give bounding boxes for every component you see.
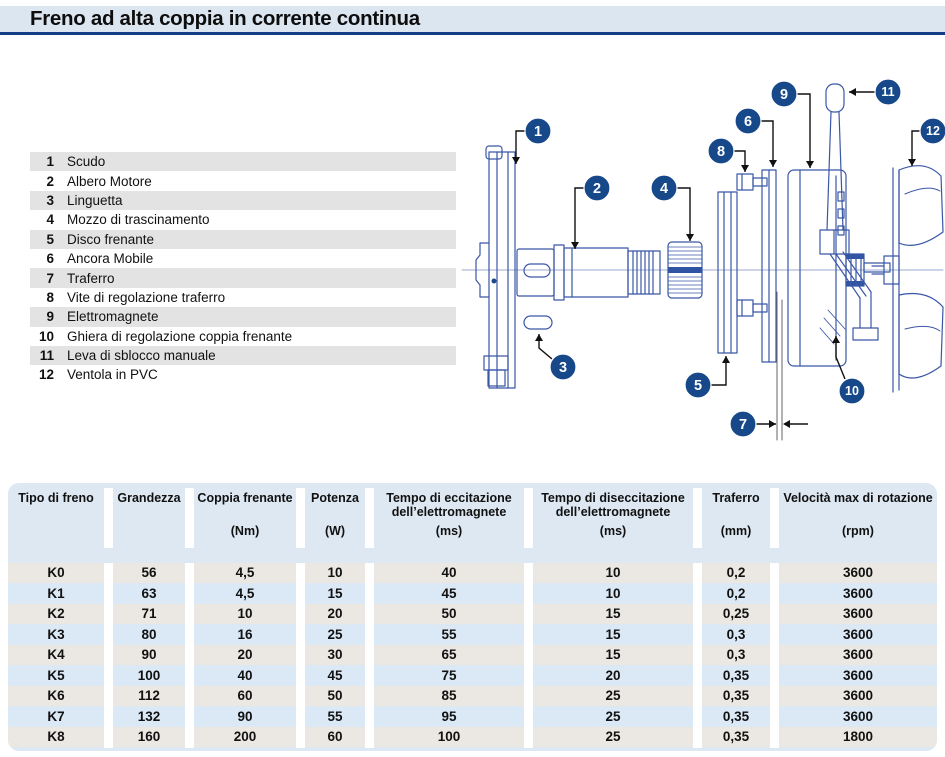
value-cell: 0,35 xyxy=(722,667,750,683)
value-cell: 0,2 xyxy=(726,565,746,581)
value-cell: 20 xyxy=(237,647,253,663)
value-cell: 100 xyxy=(137,667,161,683)
callout-2 xyxy=(571,175,610,249)
parts-list-row xyxy=(30,152,456,171)
part-label: Traferro xyxy=(67,270,115,286)
table-header-col-8: Velocità max di rotazione (rpm) xyxy=(779,483,937,563)
part-label: Leva di sblocco manuale xyxy=(67,348,216,364)
value-cell: 0,3 xyxy=(726,647,746,663)
callout-3 xyxy=(535,334,576,380)
part-label: Linguetta xyxy=(67,192,123,208)
part-label: Elettromagnete xyxy=(67,309,159,325)
leader-arrowhead xyxy=(769,420,776,428)
callout-number: 9 xyxy=(779,86,789,103)
body-column-separator xyxy=(104,563,113,748)
value-cell: 100 xyxy=(437,729,461,745)
part-number: 5 xyxy=(46,231,54,247)
body-column-separator xyxy=(185,563,194,748)
value-cell: 90 xyxy=(141,647,157,663)
value-cell: 0,3 xyxy=(726,626,746,642)
value-cell: 0,2 xyxy=(726,585,746,601)
table-row-K4 xyxy=(8,645,937,665)
body-column-separator xyxy=(365,563,374,748)
header-column-separator xyxy=(770,488,779,548)
part-label: Disco frenante xyxy=(67,231,155,247)
header-column-separator xyxy=(524,488,533,548)
leader-arrowhead xyxy=(722,356,730,363)
value-cell: 63 xyxy=(141,585,157,601)
value-cell: 65 xyxy=(441,647,457,663)
value-cell: 50 xyxy=(327,688,343,704)
table-row-K5 xyxy=(8,666,937,686)
leader-arrowhead xyxy=(908,159,916,166)
table-header-col-5: Tempo di eccitazione dell’elettromagnete (ms) xyxy=(374,483,524,563)
value-cell: 55 xyxy=(441,626,457,642)
part-number: 6 xyxy=(46,251,54,267)
value-cell: 0,25 xyxy=(722,606,750,622)
value-cell: 40 xyxy=(441,565,457,581)
value-cell: 45 xyxy=(327,667,343,683)
part-label: Ancora Mobile xyxy=(67,251,154,267)
part-label: Ghiera di regolazione coppia frenante xyxy=(67,328,293,344)
air-gap-dimension xyxy=(783,420,808,428)
part-number: 3 xyxy=(46,192,54,208)
part-number: 8 xyxy=(46,289,54,305)
value-cell: 3600 xyxy=(842,585,874,601)
value-cell: 3600 xyxy=(842,708,874,724)
callout-number: 12 xyxy=(926,124,940,139)
brake-type-cell: K1 xyxy=(47,585,65,601)
part-number: 12 xyxy=(38,367,54,383)
callout-5 xyxy=(685,356,730,398)
value-cell: 0,35 xyxy=(722,708,750,724)
value-cell: 40 xyxy=(237,667,253,683)
part-label: Vite di regolazione traferro xyxy=(67,289,226,305)
brake-type-cell: K5 xyxy=(47,667,65,683)
leader-arrowhead xyxy=(832,336,840,343)
value-cell: 10 xyxy=(605,565,621,581)
value-cell: 30 xyxy=(327,647,343,663)
callout-7 xyxy=(730,411,776,437)
callout-6 xyxy=(735,108,777,167)
table-row-K2 xyxy=(8,604,937,624)
table-header-col-1: Tipo di freno xyxy=(18,491,94,505)
callout-number: 2 xyxy=(592,180,602,197)
leader-arrowhead xyxy=(849,88,856,96)
value-cell: 60 xyxy=(237,688,253,704)
callout-number: 5 xyxy=(693,377,703,394)
table-header-row xyxy=(8,483,937,563)
leader-line xyxy=(797,94,810,168)
part-label: Mozzo di trascinamento xyxy=(67,212,210,228)
callout-12 xyxy=(908,118,945,166)
body-column-separator xyxy=(693,563,702,748)
brake-type-cell: K7 xyxy=(47,708,65,724)
value-cell: 10 xyxy=(605,585,621,601)
brake-type-cell: K3 xyxy=(47,626,65,642)
value-cell: 0,35 xyxy=(722,729,750,745)
leader-arrowhead xyxy=(741,165,749,172)
part-label: Albero Motore xyxy=(67,173,152,189)
callout-1 xyxy=(512,118,551,164)
parts-list-row xyxy=(30,327,456,346)
brake-diagram xyxy=(460,60,945,470)
part-number: 1 xyxy=(46,154,54,170)
leader-arrowhead xyxy=(512,157,520,164)
body-column-separator xyxy=(770,563,779,748)
value-cell: 25 xyxy=(327,626,343,642)
value-cell: 25 xyxy=(605,729,621,745)
header-column-separator xyxy=(693,488,702,548)
part-number: 2 xyxy=(46,173,54,189)
value-cell: 0,35 xyxy=(722,688,750,704)
parts-list-row xyxy=(30,346,456,365)
value-cell: 3600 xyxy=(842,647,874,663)
callout-8 xyxy=(708,138,749,172)
table-header-col-7: Traferro (mm) xyxy=(702,483,770,563)
table-row-K1 xyxy=(8,584,937,604)
callout-number: 6 xyxy=(743,113,753,130)
value-cell: 45 xyxy=(441,585,457,601)
header-column-separator xyxy=(296,488,305,548)
value-cell: 56 xyxy=(141,565,157,581)
callout-layer xyxy=(512,79,945,437)
value-cell: 132 xyxy=(137,708,161,724)
value-cell: 90 xyxy=(237,708,253,724)
parts-list-row xyxy=(30,365,456,384)
callout-number: 10 xyxy=(845,384,859,399)
value-cell: 50 xyxy=(441,606,457,622)
callout-9 xyxy=(771,81,814,168)
table-row-K8 xyxy=(8,727,937,747)
brake-type-cell: K2 xyxy=(47,606,65,622)
value-cell: 20 xyxy=(327,606,343,622)
parts-list-row xyxy=(30,171,456,190)
parts-list-row xyxy=(30,191,456,210)
table-body xyxy=(8,563,937,748)
value-cell: 15 xyxy=(605,606,621,622)
leader-arrowhead xyxy=(806,161,814,168)
value-cell: 3600 xyxy=(842,667,874,683)
body-column-separator xyxy=(524,563,533,748)
brake-type-cell: K4 xyxy=(47,647,65,663)
value-cell: 15 xyxy=(327,585,343,601)
value-cell: 20 xyxy=(605,667,621,683)
table-header-unit: (ms) xyxy=(599,524,627,538)
table-header-unit: (mm) xyxy=(720,524,752,538)
table-row-K7 xyxy=(8,707,937,727)
value-cell: 85 xyxy=(441,688,457,704)
header-column-separator xyxy=(104,488,113,548)
leader-arrowhead xyxy=(535,334,543,341)
table-row-K0 xyxy=(8,563,937,583)
leader-arrowhead xyxy=(769,160,777,167)
value-cell: 25 xyxy=(605,688,621,704)
table-row-K6 xyxy=(8,686,937,706)
part-label: Scudo xyxy=(67,154,106,170)
value-cell: 160 xyxy=(137,729,161,745)
part-number: 10 xyxy=(38,328,54,344)
callout-number: 8 xyxy=(716,143,726,160)
parts-list xyxy=(30,152,456,385)
brake-type-cell: K8 xyxy=(47,729,65,745)
table-header-col-3: Coppia frenante (Nm) xyxy=(194,483,296,563)
parts-list-row xyxy=(30,268,456,287)
table-row-K3 xyxy=(8,625,937,645)
callout-number: 4 xyxy=(659,180,669,197)
callout-11 xyxy=(849,79,901,105)
value-cell: 71 xyxy=(141,606,157,622)
table-header-col-2: Grandezza xyxy=(117,491,181,505)
value-cell: 60 xyxy=(327,729,343,745)
callout-number: 7 xyxy=(738,416,748,433)
value-cell: 15 xyxy=(605,626,621,642)
value-cell: 112 xyxy=(138,688,160,704)
callout-number: 3 xyxy=(558,359,568,376)
specs-table xyxy=(8,483,937,751)
value-cell: 25 xyxy=(605,708,621,724)
title-bar xyxy=(0,6,945,35)
part-number: 7 xyxy=(46,270,54,286)
parts-list-row xyxy=(30,210,456,229)
value-cell: 80 xyxy=(141,626,157,642)
value-cell: 10 xyxy=(237,606,253,622)
brake-type-cell: K0 xyxy=(47,565,65,581)
value-cell: 95 xyxy=(441,708,457,724)
brake-type-cell: K6 xyxy=(47,688,65,704)
page-title: Freno ad alta coppia in corrente continua xyxy=(30,7,420,30)
value-cell: 10 xyxy=(327,565,343,581)
value-cell: 1800 xyxy=(842,729,874,745)
callout-number: 11 xyxy=(881,85,895,100)
leader-line xyxy=(575,188,584,249)
value-cell: 3600 xyxy=(842,688,874,704)
part-label: Ventola in PVC xyxy=(67,367,158,383)
header-column-separator xyxy=(185,488,194,548)
part-number: 4 xyxy=(46,212,54,228)
header-column-separator xyxy=(365,488,374,548)
body-column-separator xyxy=(296,563,305,748)
value-cell: 55 xyxy=(327,708,343,724)
value-cell: 3600 xyxy=(842,565,874,581)
table-header-unit: (rpm) xyxy=(842,524,874,538)
table-header-col-4: Potenza (W) xyxy=(305,483,365,563)
parts-list-row xyxy=(30,230,456,249)
value-cell: 4,5 xyxy=(235,565,255,581)
table-header-unit: (W) xyxy=(324,524,346,538)
parts-list-row xyxy=(30,307,456,326)
value-cell: 200 xyxy=(233,729,257,745)
value-cell: 4,5 xyxy=(235,585,255,601)
value-cell: 75 xyxy=(441,667,457,683)
part-number: 9 xyxy=(46,309,54,325)
value-cell: 16 xyxy=(237,626,253,642)
callout-10 xyxy=(832,336,865,404)
leader-line xyxy=(677,188,690,241)
parts-list-row xyxy=(30,288,456,307)
callout-4 xyxy=(651,175,694,241)
value-cell: 3600 xyxy=(842,626,874,642)
value-cell: 15 xyxy=(605,647,621,663)
table-header-unit: (Nm) xyxy=(230,524,260,538)
value-cell: 3600 xyxy=(842,606,874,622)
callout-number: 1 xyxy=(533,123,543,140)
table-header-unit: (ms) xyxy=(435,524,463,538)
leader-arrowhead xyxy=(686,234,694,241)
parts-list-row xyxy=(30,249,456,268)
table-header-col-6: Tempo di diseccitazione dell’elettromagnete (ms) xyxy=(533,483,693,563)
part-number: 11 xyxy=(39,348,54,364)
